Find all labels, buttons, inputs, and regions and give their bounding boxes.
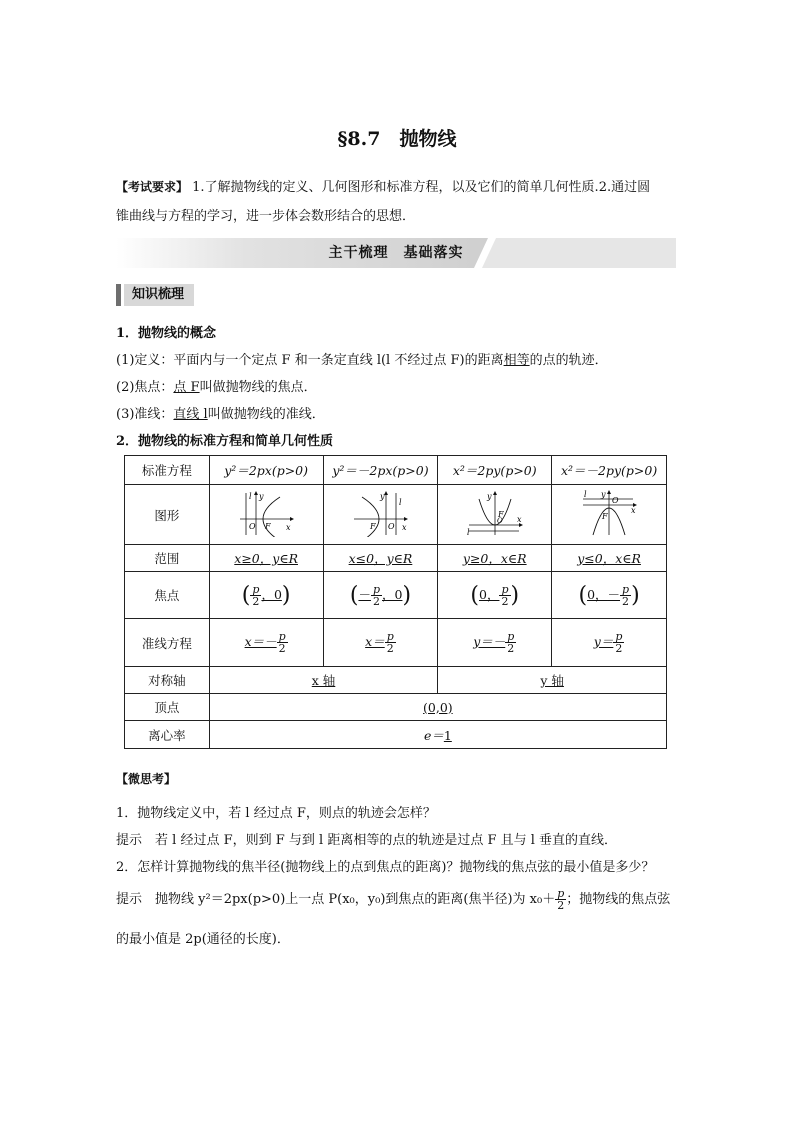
definition-line bbox=[116, 349, 608, 368]
cell-head-label: 标准方程 bbox=[125, 456, 210, 485]
cell-head-eq3: x²＝2py(p>0) bbox=[438, 456, 552, 485]
properties-table bbox=[124, 455, 667, 749]
table-row-eccentricity bbox=[125, 721, 667, 749]
exam-requirement bbox=[116, 173, 674, 231]
focus3-num: p bbox=[501, 582, 509, 596]
directrix2-frac bbox=[385, 631, 396, 654]
cell-head-eq1: y²＝2px(p>0) bbox=[209, 456, 323, 485]
focus1-num: p bbox=[252, 582, 260, 596]
cell-range-2: x≤0，y∈R bbox=[323, 545, 438, 572]
table-row-axis bbox=[125, 667, 667, 694]
cell-focus-2: (－ $\frac{p}{2}$ ，0) bbox=[323, 572, 438, 619]
directrix3-lhs: y＝－ bbox=[473, 634, 506, 649]
def-pre: (1)定义：平面内与一个定点 F 和一条定直线 l(l 不经过点 F)的距离 bbox=[116, 353, 504, 368]
cell-focus-4: (0，－ $\frac{p}{2}$ ) bbox=[552, 572, 667, 619]
graph3-f-label: F bbox=[497, 510, 504, 519]
graph1-f-label: F bbox=[265, 522, 271, 531]
hint-label-2: 提示 bbox=[116, 892, 143, 907]
focus1-frac bbox=[250, 584, 261, 607]
graph4-o-label: O bbox=[612, 496, 619, 505]
graph2-x-label: x bbox=[402, 523, 407, 532]
graph4-x-label: x bbox=[631, 506, 636, 515]
focus2-den: 2 bbox=[372, 594, 380, 608]
tag-bar bbox=[116, 284, 121, 306]
cell-directrix-4 bbox=[552, 619, 667, 667]
focus4-frac bbox=[620, 584, 631, 607]
cell-directrix-2 bbox=[323, 619, 438, 667]
graph3-x-label: x bbox=[516, 515, 522, 524]
focus2-post: ，0 bbox=[382, 586, 403, 602]
cell-range-1: x≥0，y∈R bbox=[209, 545, 323, 572]
directrix1-den: 2 bbox=[278, 642, 286, 655]
graph-up-opening bbox=[465, 489, 525, 537]
section-tag-label: 知识梳理 bbox=[124, 284, 194, 306]
cell-range-4: y≤0，x∈R bbox=[552, 545, 667, 572]
ecc-pre: e＝ bbox=[423, 727, 444, 743]
graph4-l-label: l bbox=[584, 490, 587, 499]
directrix1-frac bbox=[277, 631, 288, 654]
cell-graph-3 bbox=[438, 485, 552, 545]
graph-down-opening bbox=[579, 489, 639, 537]
graph3-l-label: l bbox=[466, 528, 470, 537]
banner-text: 主干梳理 基础落实 bbox=[328, 245, 464, 261]
table-row-directrix bbox=[125, 619, 667, 667]
directrix4-frac bbox=[613, 631, 624, 654]
think-title: 【微思考】 bbox=[116, 772, 177, 786]
graph1-y-label: y bbox=[259, 492, 264, 501]
focus-underlined: 点 F bbox=[173, 380, 200, 395]
focus3-den: 2 bbox=[501, 594, 509, 608]
def-underlined: 相等 bbox=[503, 353, 530, 368]
page-title: §8.7 抛物线 bbox=[337, 128, 457, 150]
focus2-num: p bbox=[372, 582, 380, 596]
answer-2-post: ；抛物线的焦点弦 bbox=[566, 892, 671, 907]
focus4-sign: － bbox=[607, 586, 621, 602]
cell-graph-4 bbox=[552, 485, 667, 545]
focus2-sign: － bbox=[358, 586, 371, 602]
requirement-tag: 【考试要求】 bbox=[116, 180, 189, 194]
cell-vertex-label: 顶点 bbox=[125, 694, 210, 721]
section-tag bbox=[116, 284, 194, 306]
cell-head-eq2: y²＝－2px(p>0) bbox=[323, 456, 438, 485]
answer-2-line2: 的最小值是 2p(通径的长度)． bbox=[116, 932, 290, 947]
dir-underlined: 直线 l bbox=[173, 407, 208, 422]
directrix3-num: p bbox=[507, 630, 515, 643]
answer-2 bbox=[116, 888, 670, 911]
answer-1-text: 若 l 经过点 F，则到 F 与到 l 距离相等的点的轨迹是过点 F 且与 l 垂直的直线． bbox=[155, 833, 618, 848]
focus1-post: ，0 bbox=[261, 586, 282, 602]
table-row-vertex bbox=[125, 694, 667, 721]
table-row-focus bbox=[125, 572, 667, 619]
table-row-graph bbox=[125, 485, 667, 545]
focus4-num: p bbox=[622, 582, 630, 596]
graph1-x-label: x bbox=[286, 523, 291, 532]
directrix1-lhs: x＝－ bbox=[244, 634, 277, 649]
directrix2-lhs: x＝ bbox=[365, 634, 385, 649]
graph2-l-label: l bbox=[399, 498, 402, 507]
table-row-range bbox=[125, 545, 667, 572]
cell-range-label: 范围 bbox=[125, 545, 210, 572]
focus-pre: (2)焦点： bbox=[116, 380, 174, 395]
cell-graph-2 bbox=[323, 485, 438, 545]
directrix-line bbox=[116, 403, 325, 422]
cell-axis-y: y 轴 bbox=[438, 667, 667, 694]
question-1: 1．抛物线定义中，若 l 经过点 F，则点的轨迹会怎样？ bbox=[116, 806, 436, 821]
focus3-frac bbox=[499, 584, 510, 607]
focus1-den: 2 bbox=[252, 594, 260, 608]
directrix4-num: p bbox=[615, 630, 623, 643]
question-2: 2．怎样计算抛物线的焦半径(抛物线上的点到焦点的距离)？抛物线的焦点弦的最小值是多少？ bbox=[116, 860, 655, 875]
dir-post: 叫做抛物线的准线． bbox=[207, 407, 325, 422]
cell-graph-1 bbox=[209, 485, 323, 545]
directrix2-num: p bbox=[386, 630, 394, 643]
cell-focus-3: (0， $\frac{p}{2}$ ) bbox=[438, 572, 552, 619]
focus-post: 叫做抛物线的焦点． bbox=[199, 380, 317, 395]
answer-2-frac bbox=[555, 888, 566, 911]
cell-focus-label: 焦点 bbox=[125, 572, 210, 619]
section-banner bbox=[116, 238, 676, 268]
graph2-f-label: F bbox=[370, 522, 376, 531]
graph2-y-label: y bbox=[380, 492, 385, 501]
cell-ecc-label: 离心率 bbox=[125, 721, 210, 749]
graph-right-opening bbox=[236, 489, 296, 537]
directrix4-lhs: y＝ bbox=[593, 634, 614, 649]
graph3-y-label: y bbox=[486, 492, 492, 501]
answer-1 bbox=[116, 829, 617, 848]
answer-2-num: p bbox=[557, 887, 565, 900]
focus4-den: 2 bbox=[622, 594, 630, 608]
cell-ecc-value bbox=[209, 721, 666, 749]
graph-left-opening bbox=[350, 489, 410, 537]
directrix3-frac bbox=[505, 631, 516, 654]
answer-2-den: 2 bbox=[557, 899, 565, 912]
cell-directrix-1 bbox=[209, 619, 323, 667]
dir-pre: (3)准线： bbox=[116, 407, 174, 422]
heading-properties: 2．抛物线的标准方程和简单几何性质 bbox=[116, 434, 334, 449]
cell-directrix-label: 准线方程 bbox=[125, 619, 210, 667]
cell-range-3: y≥0，x∈R bbox=[438, 545, 552, 572]
directrix3-den: 2 bbox=[507, 642, 515, 655]
hint-label-1: 提示 bbox=[116, 833, 143, 848]
focus3-pre: 0， bbox=[479, 586, 500, 602]
focus2-frac bbox=[371, 584, 382, 607]
graph4-f-label: F bbox=[602, 512, 608, 521]
focus4-pre: 0， bbox=[587, 586, 608, 602]
ecc-value: 1 bbox=[443, 727, 452, 743]
cell-directrix-3 bbox=[438, 619, 552, 667]
heading-concept: 1．抛物线的概念 bbox=[116, 326, 217, 341]
cell-head-eq4: x²＝－2py(p>0) bbox=[552, 456, 667, 485]
table-row-equation bbox=[125, 456, 667, 485]
directrix4-den: 2 bbox=[615, 642, 623, 655]
cell-axis-x: x 轴 bbox=[209, 667, 438, 694]
answer-2-pre: 抛物线 y²＝2px(p>0)上一点 P(x₀，y₀)到焦点的距离(焦半径)为 x₀＋ bbox=[155, 892, 556, 907]
def-post: 的点的轨迹． bbox=[529, 353, 608, 368]
graph4-y-label: y bbox=[601, 490, 606, 499]
directrix1-num: p bbox=[278, 630, 286, 643]
graph1-l-label: l bbox=[249, 492, 252, 501]
cell-axis-label: 对称轴 bbox=[125, 667, 210, 694]
directrix2-den: 2 bbox=[386, 642, 394, 655]
graph3-o-label: O bbox=[496, 517, 503, 525]
cell-focus-1: ( $\frac{p}{2}$ ，0) bbox=[209, 572, 323, 619]
cell-vertex-value: (0,0) bbox=[209, 694, 666, 721]
requirement-line2: 锥曲线与方程的学习，进一步体会数形结合的思想． bbox=[116, 209, 416, 224]
graph1-o-label: O bbox=[249, 522, 256, 531]
graph2-o-label: O bbox=[388, 522, 395, 531]
requirement-line1: 1.了解抛物线的定义、几何图形和标准方程，以及它们的简单几何性质.2.通过圆 bbox=[192, 180, 651, 195]
focus-line bbox=[116, 376, 317, 395]
cell-graph-label: 图形 bbox=[125, 485, 210, 545]
